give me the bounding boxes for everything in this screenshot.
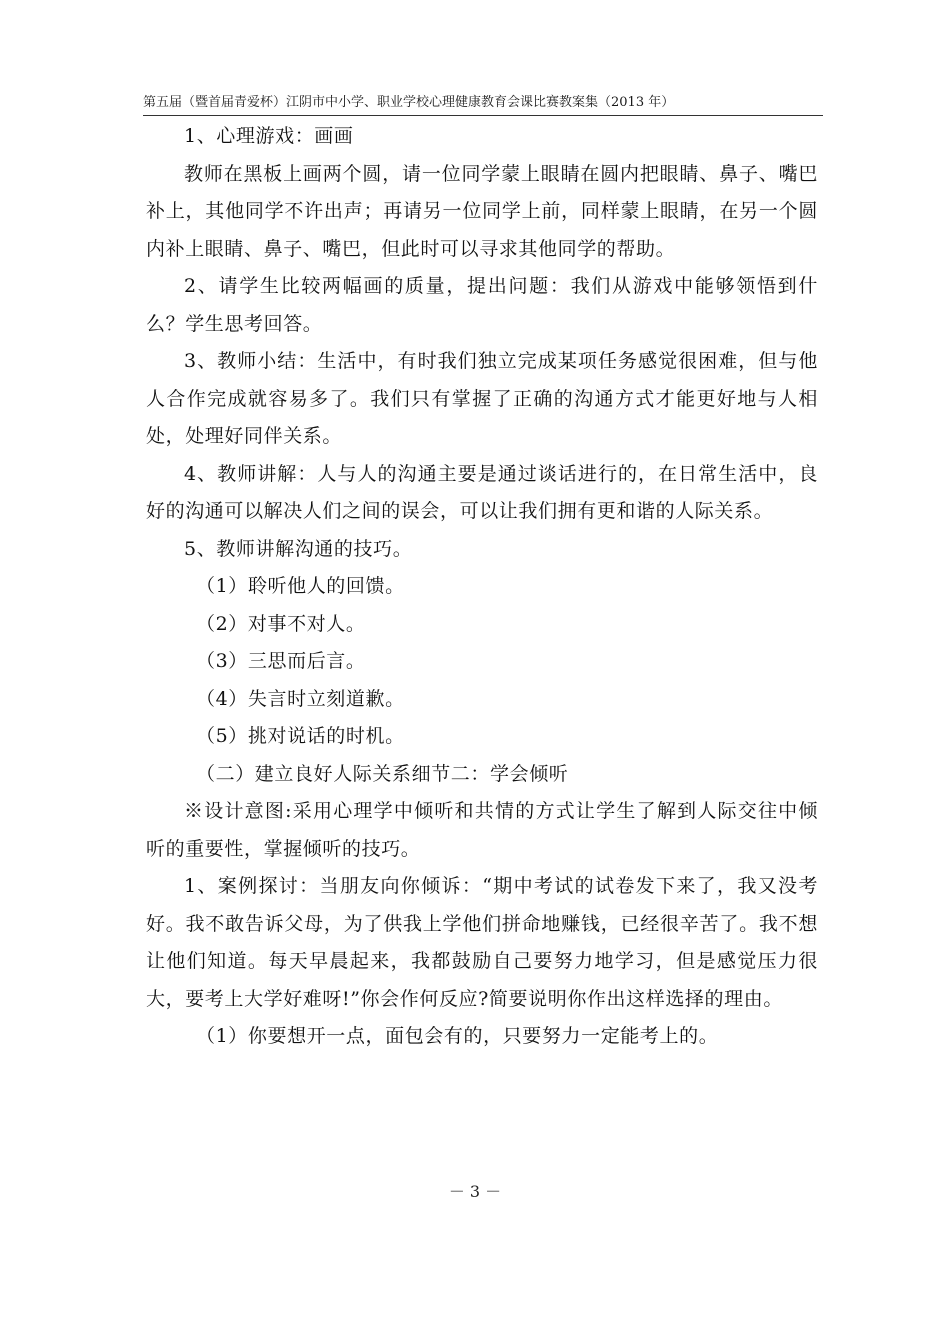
list-item-skill-1: （1）聆听他人的回馈。 xyxy=(196,575,405,597)
list-item-skill-4: （4）失言时立刻道歉。 xyxy=(196,687,405,710)
section-heading-listening: （二）建立良好人际关系细节二：学会倾听 xyxy=(196,762,569,785)
page-number: － 3 － xyxy=(448,1182,502,1201)
list-item-skill-5: （5）挑对说话的时机。 xyxy=(196,725,405,747)
paragraph-communication-skills: 5、教师讲解沟通的技巧。 xyxy=(184,537,413,560)
document-body xyxy=(146,118,818,1056)
paragraph-compare-drawings: 2、请学生比较两幅画的质量，提出问题：我们从游戏中能够领悟到什么？学生思考回答。 xyxy=(146,275,818,335)
paragraph-teacher-summary: 3、教师小结：生活中，有时我们独立完成某项任务感觉很困难，但与他人合作完成就容易多了。我们只有掌握了正确的沟通方式才能更好地与人相处，处理好同伴关系。 xyxy=(146,350,818,447)
document-header: 第五届（暨首届青爱杯）江阴市中小学、职业学校心理健康教育会课比赛教案集（2013 年） xyxy=(143,95,675,110)
header-divider xyxy=(143,115,823,116)
paragraph-case-discussion: 1、案例探讨：当朋友向你倾诉：“期中考试的试卷发下来了，我又没考好。我不敢告诉父母，为了供我上学他们拼命地赚钱，已经很辛苦了。我不想让他们知道。每天早晨起来，我都鼓励自己要努力地学习，但是感觉压力很大，要考上大学好难呀!”你会作何反应?简要说明你作出这样选择的理由。 xyxy=(146,875,818,1010)
paragraph-game-title: 1、心理游戏：画画 xyxy=(184,125,354,147)
paragraph-design-intent: ※设计意图:采用心理学中倾听和共情的方式让学生了解到人际交往中倾听的重要性，掌握倾听的技巧。 xyxy=(146,800,818,860)
list-item-response-1: （1）你要想开一点，面包会有的，只要努力一定能考上的。 xyxy=(196,1025,719,1047)
paragraph-game-description: 教师在黑板上画两个圆，请一位同学蒙上眼睛在圆内把眼睛、鼻子、嘴巴补上，其他同学不许出声；再请另一位同学上前，同样蒙上眼睛，在另一个圆内补上眼睛、鼻子、嘴巴，但此时可以寻求其他同学的帮助。 xyxy=(146,162,818,260)
paragraph-teacher-explanation: 4、教师讲解：人与人的沟通主要是通过谈话进行的，在日常生活中，良好的沟通可以解决人们之间的误会，可以让我们拥有更和谐的人际关系。 xyxy=(146,462,818,522)
list-item-skill-2: （2）对事不对人。 xyxy=(196,612,366,635)
list-item-skill-3: （3）三思而后言。 xyxy=(196,650,366,672)
